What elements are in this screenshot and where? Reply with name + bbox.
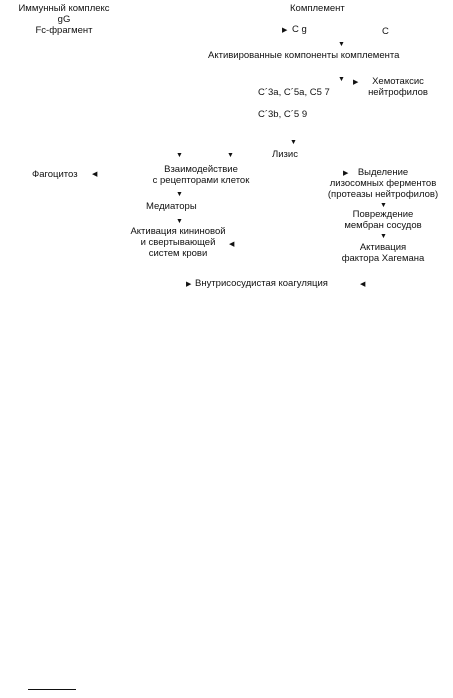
arrow-down-icon: ▼ — [176, 191, 183, 198]
c1q-label: C g — [292, 24, 307, 35]
arrow-down-icon: ▼ — [227, 152, 234, 159]
lysosomal-release-label: Выделение лизосомных ферментов (протеазы нейтрофилов) — [327, 167, 439, 200]
chemotaxis-label: Хемотаксис нейтрофилов — [368, 76, 428, 98]
arrow-left-icon: ◀ — [92, 171, 98, 178]
arrow-down-icon: ▼ — [338, 41, 345, 48]
activated-components-label: Активированные компоненты комплемента — [208, 50, 400, 61]
fc-fragment-label: Fc-фрагмент — [35, 25, 93, 36]
arrow-right-icon: ▶ — [353, 79, 359, 86]
arrow-left-icon: ◀ — [360, 281, 366, 288]
arrow-down-icon: ▼ — [380, 233, 387, 240]
immune-complex-label: Иммунный комплекс — [18, 3, 110, 14]
igg-label: gG — [57, 14, 71, 25]
arrow-down-icon: ▼ — [290, 139, 297, 146]
arrow-down-icon: ▼ — [338, 76, 345, 83]
anaphylatoxins-label: C´3a, C´5a, C5 7 — [258, 87, 330, 98]
phagocytosis-label: Фагоцитоз — [32, 169, 78, 180]
coagulation-label: Внутрисосудистая коагуляция — [195, 278, 328, 289]
lysis-label: Лизис — [272, 149, 298, 160]
receptor-interaction-label: Взаимодействие с рецепторами клеток — [152, 164, 250, 186]
arrow-down-icon: ▼ — [176, 152, 183, 159]
arrow-right-icon: ▶ — [282, 27, 288, 34]
complement-title: Комплемент — [290, 3, 345, 14]
mediators-label: Медиаторы — [146, 201, 197, 212]
arrow-down-icon: ▼ — [380, 202, 387, 209]
arrow-down-icon: ▼ — [176, 218, 183, 225]
footnote-rule — [28, 689, 76, 690]
arrow-right-icon: ▶ — [343, 170, 349, 177]
arrow-left-icon: ◀ — [229, 241, 235, 248]
membrane-damage-label: Повреждение мембран сосудов — [344, 209, 422, 231]
c-label: C — [382, 26, 389, 37]
arrow-right-icon: ▶ — [186, 281, 192, 288]
hageman-activation-label: Активация фактора Хагемана — [341, 242, 425, 264]
kinin-activation-label: Активация кининовой и свертывающей систем крови — [130, 226, 226, 259]
membrane-attack-label: C´3b, C´5 9 — [258, 109, 308, 120]
